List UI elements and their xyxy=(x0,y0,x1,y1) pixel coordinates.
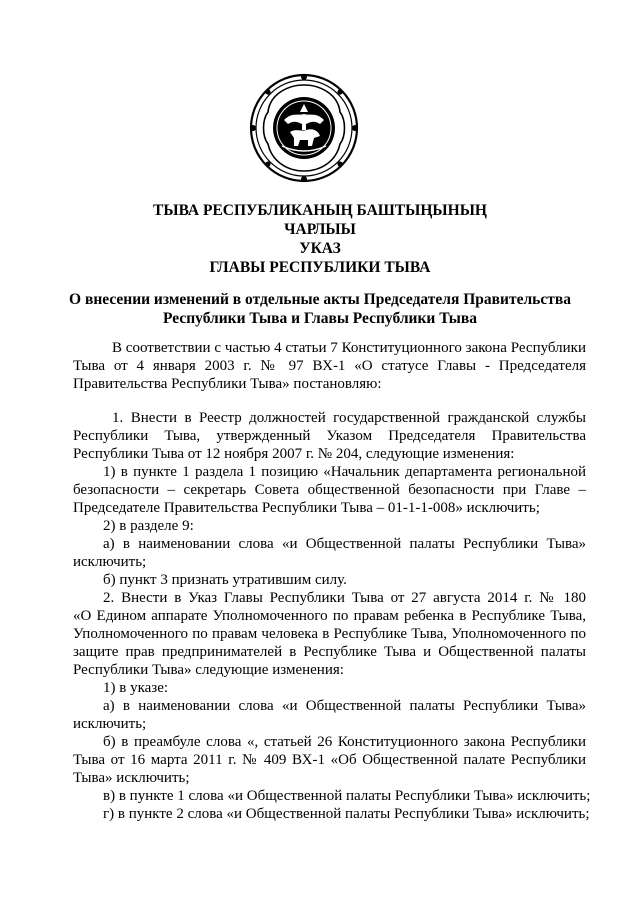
header-head-of-republic: ГЛАВЫ РЕСПУБЛИКИ ТЫВА xyxy=(209,259,431,276)
item2-line: Уполномоченного по правам человека в Республике Тыва, Уполномоченного по xyxy=(73,626,586,642)
item2-line: а) в наименовании слова «и Общественной палаты Республики Тыва» xyxy=(103,698,586,714)
decree-title-line-1: О внесении изменений в отдельные акты Председателя Правительства xyxy=(69,291,571,308)
preamble-line: Правительства Республики Тыва» постановляю: xyxy=(73,376,382,392)
item2-line: Республики Тыва» следующие изменения: xyxy=(73,662,344,678)
item2-line: в) в пункте 1 слова «и Общественной палаты Республики Тыва» исключить; xyxy=(103,788,591,804)
item2-line: б) в преамбуле слова «, статьей 26 Конституционного закона Республики xyxy=(103,734,586,750)
item1-line: Председателе Правительства Республики Тыва – 01-1-1-008» исключить; xyxy=(73,500,540,516)
header-tuvan-line-1: ТЫВА РЕСПУБЛИКАНЫҢ БАШТЫҢЫНЫҢ xyxy=(153,202,487,219)
preamble-line: Тыва от 4 января 2003 г. № 97 ВХ-1 «О статусе Главы - Председателя xyxy=(73,358,586,374)
item1-line: Республики Тыва от 12 ноября 2007 г. № 204, следующие изменения: xyxy=(73,446,515,462)
item2-line: исключить; xyxy=(73,716,147,732)
item1-line: 1. Внести в Реестр должностей государственной гражданской службы xyxy=(112,410,586,426)
item1-line: 1) в пункте 1 раздела 1 позицию «Начальник департамента региональной xyxy=(103,464,586,480)
item2-line: Тыва» исключить; xyxy=(73,770,190,786)
item1-line: безопасности – секретарь Совета общественной безопасности при Главе – xyxy=(73,482,586,498)
item2-line: «О Едином аппарате Уполномоченного по правам ребенка в Республике Тыва, xyxy=(73,608,586,624)
item1-line: 2) в разделе 9: xyxy=(103,518,194,534)
item2-line: защите прав предпринимателей в Республике Тыва и Общественной палаты xyxy=(73,644,586,660)
item2-line: 1) в указе: xyxy=(103,680,169,696)
decree-title-line-2: Республики Тыва и Главы Республики Тыва xyxy=(163,310,477,327)
header-decree-word: УКАЗ xyxy=(299,240,341,257)
item2-line: г) в пункте 2 слова «и Общественной палаты Республики Тыва» исключить; xyxy=(103,806,590,822)
item1-line: б) пункт 3 признать утратившим силу. xyxy=(103,572,347,588)
item2-line: Тыва от 16 марта 2011 г. № 409 ВХ-1 «Об Общественной палате Республики xyxy=(73,752,586,768)
item1-line: а) в наименовании слова «и Общественной палаты Республики Тыва» xyxy=(103,536,586,552)
header-tuvan-line-2: ЧАРЛЫЫ xyxy=(284,221,356,238)
item1-line: исключить; xyxy=(73,554,147,570)
item1-line: Республики Тыва, утвержденный Указом Председателя Правительства xyxy=(73,428,586,444)
item2-line: 2. Внести в Указ Главы Республики Тыва от 27 августа 2014 г. № 180 xyxy=(103,590,586,606)
tuva-coat-of-arms-emblem xyxy=(248,72,360,184)
preamble-line: В соответствии с частью 4 статьи 7 Конституционного закона Республики xyxy=(112,340,586,356)
